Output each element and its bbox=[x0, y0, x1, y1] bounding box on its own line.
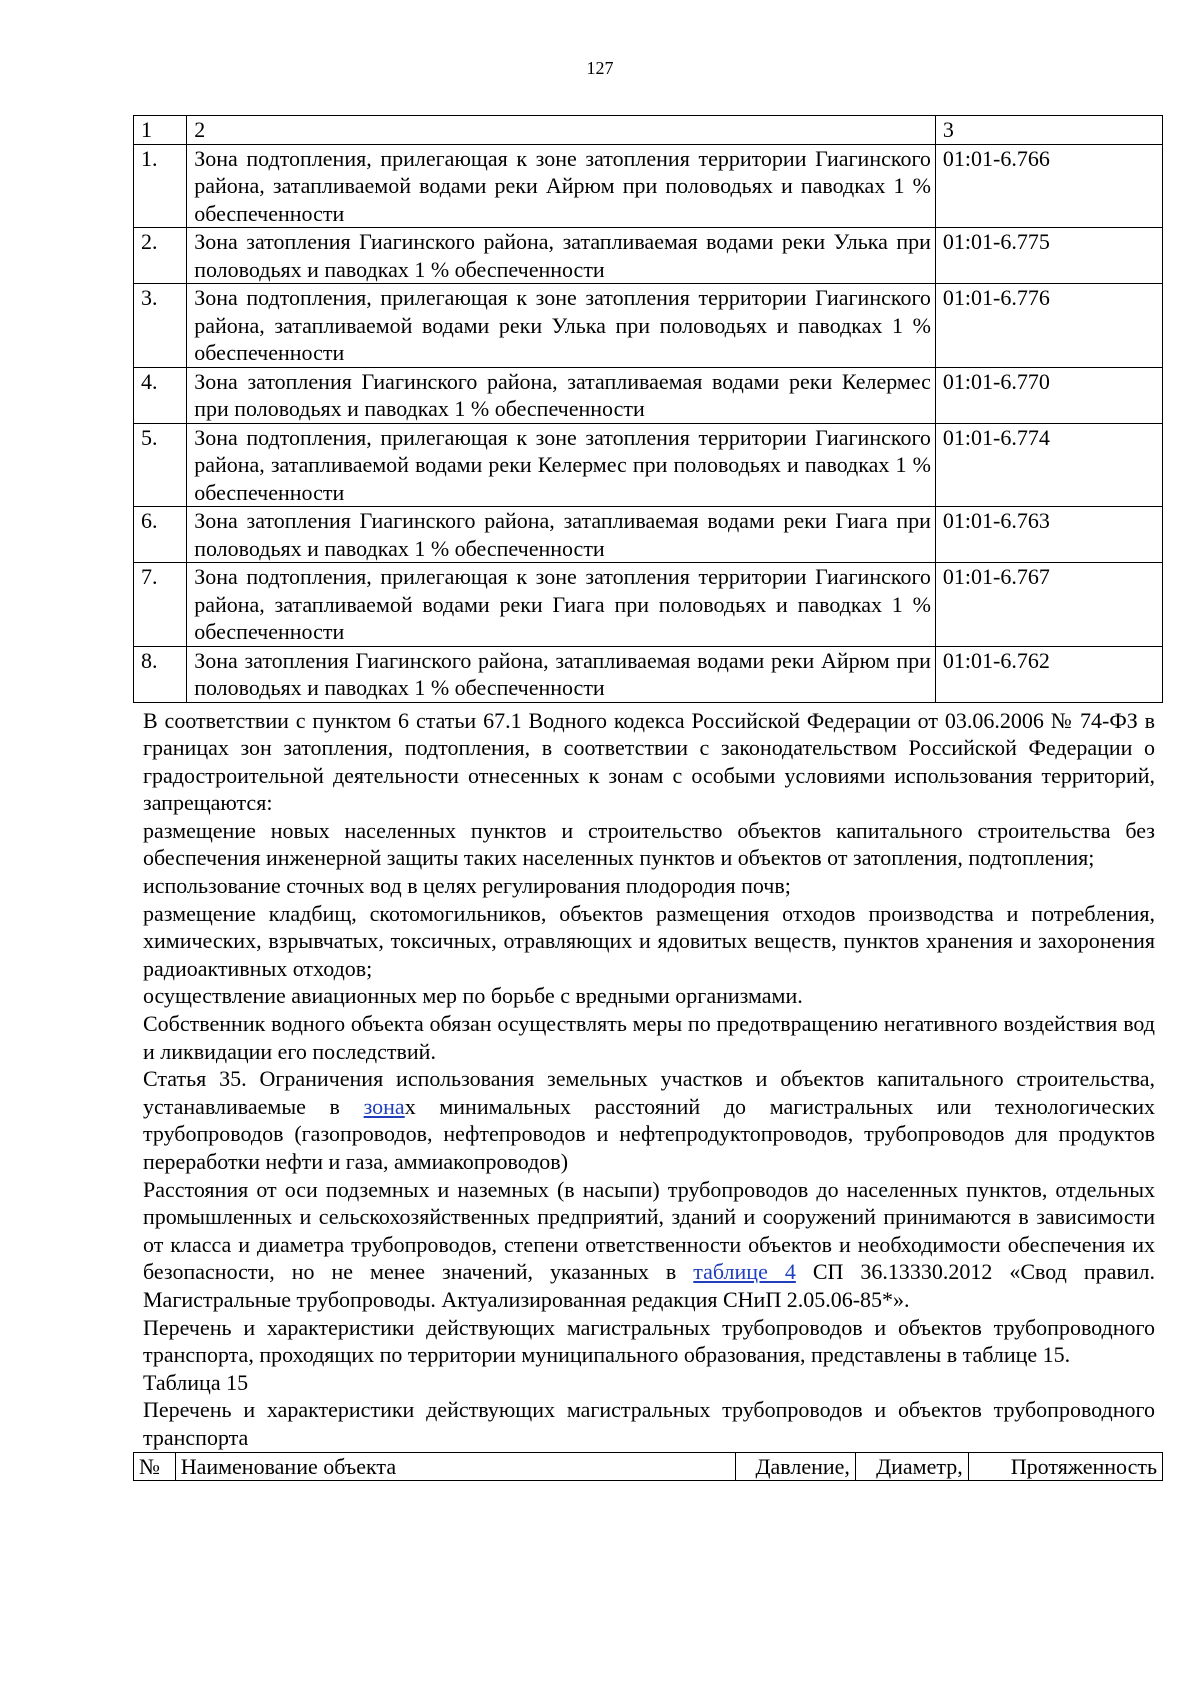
row-num: 8. bbox=[134, 646, 187, 702]
paragraph-distances bbox=[143, 1176, 1155, 1314]
row-num: 4. bbox=[134, 367, 187, 423]
row-code: 01:01-6.767 bbox=[935, 563, 1162, 647]
paragraph-water-code: В соответствии с пунктом 6 статьи 67.1 Водного кодекса Российской Федерации от 03.06.2006 № 74-ФЗ в границах зон затопления, подтопления, в соответствии с законодательством Российской Федерации о градостроительной деятельности отнесенных к зонам с особыми условиями использования территорий, запрещаются: bbox=[143, 707, 1155, 816]
paragraph-article-35 bbox=[143, 1065, 1155, 1175]
table-row bbox=[134, 367, 1163, 423]
page-number: 127 bbox=[586, 58, 614, 78]
row-name: Зона затопления Гиагинского района, затапливаемая водами реки Гиага при половодьях и паводках 1 % обеспеченности bbox=[187, 507, 936, 563]
document-body bbox=[139, 115, 1157, 1481]
table-4-link[interactable]: таблице 4 bbox=[693, 1259, 796, 1285]
paragraph-prohibition-1: размещение новых населенных пунктов и строительство объектов капитального строительства без обеспечения инженерной защиты таких населенных пунктов и объектов от затопления, подтопления; bbox=[143, 817, 1155, 871]
table-15-caption: Перечень и характеристики действующих магистральных трубопроводов и объектов трубопроводного транспорта bbox=[143, 1397, 1155, 1450]
header-pressure: Давление, bbox=[735, 1452, 855, 1480]
row-code: 01:01-6.770 bbox=[935, 367, 1162, 423]
row-num: 7. bbox=[134, 563, 187, 647]
paragraph-owner-duty: Собственник водного объекта обязан осуществлять меры по предотвращению негативного воздействия вод и ликвидации его последствий. bbox=[143, 1011, 1155, 1064]
zones-table-header bbox=[134, 116, 1163, 145]
header-diameter: Диаметр, bbox=[855, 1452, 968, 1480]
row-name: Зона затопления Гиагинского района, затапливаемая водами реки Улька при половодьях и паводках 1 % обеспеченности bbox=[187, 228, 936, 284]
row-num: 5. bbox=[134, 423, 187, 507]
distances-text-start: Расстояния от оси подземных и наземных (в насыпи) трубопроводов до населенных пунктов, отдельных промышленных и сельскохозяйственных предприятий, зданий и сооружений принимаются в зависимости от класса и диаметра трубопроводов, степени ответственности объектов и необходимости обеспечения их безопасности, но не менее значений, указанных в bbox=[143, 1176, 1155, 1285]
row-num: 3. bbox=[134, 284, 187, 368]
pipelines-table bbox=[133, 1452, 1163, 1481]
body-text bbox=[143, 707, 1155, 1452]
row-num: 2. bbox=[134, 228, 187, 284]
table-15-label: Таблица 15 bbox=[143, 1369, 249, 1395]
row-name: Зона подтопления, прилегающая к зоне затопления территории Гиагинского района, затапливаемой водами реки Айрюм при половодьях и паводках 1 % обеспеченности bbox=[187, 144, 936, 228]
row-code: 01:01-6.766 bbox=[935, 144, 1162, 228]
article-35-text-start: Статья 35. Ограничения использования земельных участков и объектов капитального строительства, устанавливаемые в bbox=[143, 1066, 1155, 1119]
header-col-3: 3 bbox=[935, 116, 1162, 145]
table-row bbox=[134, 646, 1163, 702]
row-code: 01:01-6.763 bbox=[935, 507, 1162, 563]
row-name: Зона подтопления, прилегающая к зоне затопления территории Гиагинского района, затапливаемой водами реки Келермес при половодьях и паводках 1 % обеспеченности bbox=[187, 423, 936, 507]
table-row bbox=[134, 144, 1163, 228]
paragraph-pipelines-list: Перечень и характеристики действующих магистральных трубопроводов и объектов трубопроводного транспорта, проходящих по территории муниципального образования, представлены в таблице 15. bbox=[143, 1314, 1155, 1368]
table-row bbox=[134, 507, 1163, 563]
zones-table bbox=[133, 115, 1163, 703]
distances-text-end: СП 36.13330.2012 «Свод правил. Магистральные трубопроводы. Актуализированная редакция СНиП 2.05.06-85*». bbox=[143, 1259, 1155, 1312]
header-col-1: 1 bbox=[134, 116, 187, 145]
paragraph-prohibition-2: использование сточных вод в целях регулирования плодородия почв; bbox=[143, 873, 791, 899]
pipelines-table-header bbox=[134, 1452, 1163, 1480]
row-code: 01:01-6.762 bbox=[935, 646, 1162, 702]
zones-link[interactable]: зона bbox=[363, 1093, 405, 1119]
row-name: Зона затопления Гиагинского района, затапливаемая водами реки Келермес при половодьях и паводках 1 % обеспеченности bbox=[187, 367, 936, 423]
table-row bbox=[134, 284, 1163, 368]
paragraph-prohibition-4: осуществление авиационных мер по борьбе с вредными организмами. bbox=[143, 983, 803, 1009]
row-code: 01:01-6.776 bbox=[935, 284, 1162, 368]
row-code: 01:01-6.775 bbox=[935, 228, 1162, 284]
row-num: 1. bbox=[134, 144, 187, 228]
row-code: 01:01-6.774 bbox=[935, 423, 1162, 507]
table-row bbox=[134, 563, 1163, 647]
paragraph-prohibition-3: размещение кладбищ, скотомогильников, объектов размещения отходов производства и потребления, химических, взрывчатых, токсичных, отравляющих и ядовитых веществ, пунктов хранения и захоронения радиоактивных отходов; bbox=[143, 900, 1155, 981]
header-col-2: 2 bbox=[187, 116, 936, 145]
header-number: № bbox=[134, 1452, 176, 1480]
table-row bbox=[134, 423, 1163, 507]
row-name: Зона подтопления, прилегающая к зоне затопления территории Гиагинского района, затапливаемой водами реки Улька при половодьях и паводках 1 % обеспеченности bbox=[187, 284, 936, 368]
row-name: Зона затопления Гиагинского района, затапливаемая водами реки Айрюм при половодьях и паводках 1 % обеспеченности bbox=[187, 646, 936, 702]
row-num: 6. bbox=[134, 507, 187, 563]
row-name: Зона подтопления, прилегающая к зоне затопления территории Гиагинского района, затапливаемой водами реки Гиага при половодьях и паводках 1 % обеспеченности bbox=[187, 563, 936, 647]
article-35-text-end: х минимальных расстояний до магистральных или технологических трубопроводов (газопроводов, нефтепроводов и нефтепродуктопроводов, трубопроводов для продуктов переработки нефти и газа, аммиакопроводов) bbox=[143, 1093, 1155, 1174]
header-length: Протяженность bbox=[968, 1452, 1162, 1480]
header-object-name: Наименование объекта bbox=[175, 1452, 735, 1480]
table-row bbox=[134, 228, 1163, 284]
